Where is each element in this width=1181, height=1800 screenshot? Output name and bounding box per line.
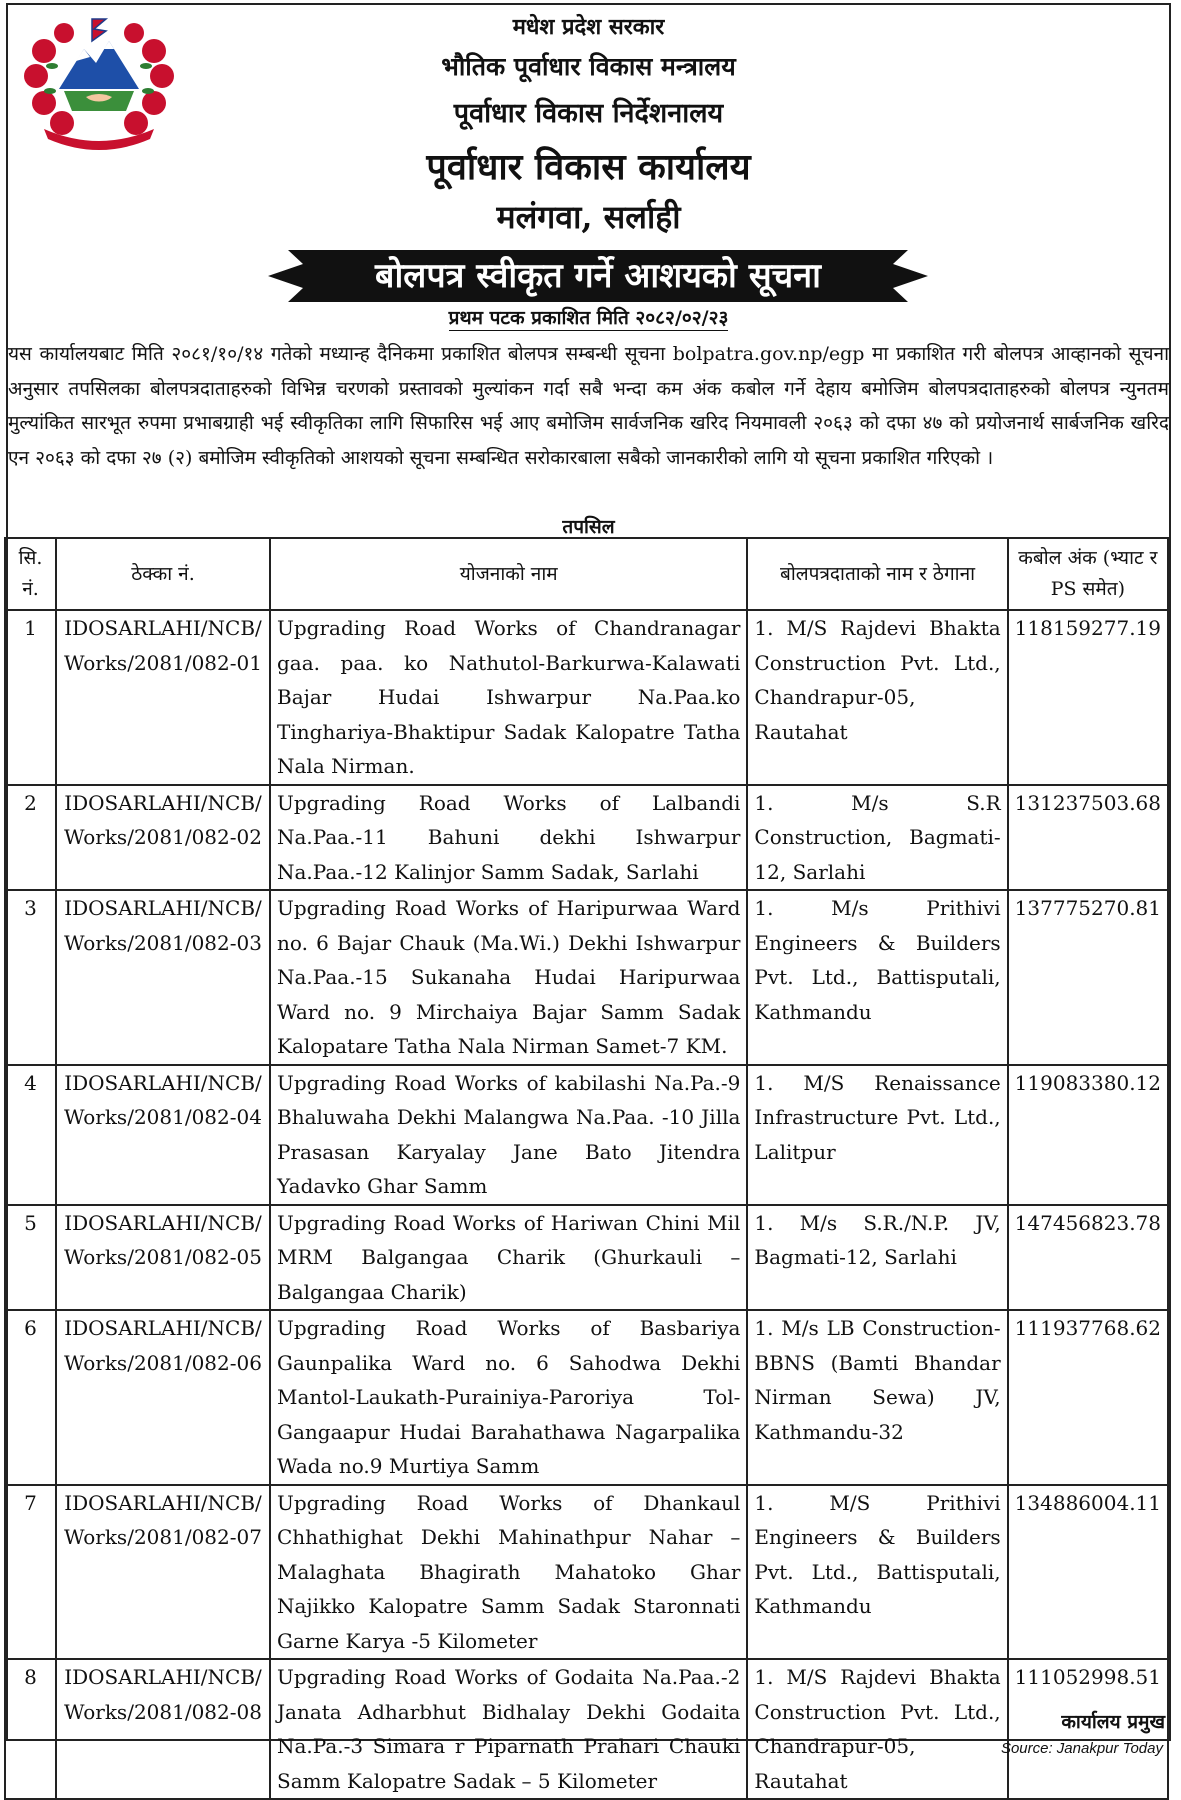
- cell-project-name: Upgrading Road Works of kabilashi Na.Pa.-9 Bhaluwaha Dekhi Malangwa Na.Paa. -10 Jilla Prasasan Karyalay Jane Bato Jitendra Yadavko Ghar Samm: [270, 1065, 747, 1205]
- notice-title: बोलपत्र स्वीकृत गर्ने आशयको सूचना: [375, 256, 821, 296]
- office-location: मलंगवा, सर्लाही: [496, 198, 681, 236]
- govt-name: मधेश प्रदेश सरकार: [512, 14, 665, 40]
- header-contract-no: ठेक्का नं.: [56, 538, 270, 610]
- cell-sn: 2: [5, 785, 56, 891]
- table-row: [5, 890, 1168, 1065]
- table-row: [5, 1310, 1168, 1485]
- cell-bidder: 1. M/S Rajdevi Bhakta Construction Pvt. Ltd., Chandrapur-05, Rautahat: [747, 1659, 1007, 1799]
- header-amount: कबोल अंक (भ्याट र PS समेत): [1008, 538, 1168, 610]
- cell-bidder: 1. M/S Prithivi Engineers & Builders Pvt. Ltd., Battisputali, Kathmandu: [747, 1485, 1007, 1660]
- cell-sn: 5: [5, 1205, 56, 1311]
- cell-contract-no: IDOSARLAHI/NCB/ Works/2081/082-07: [56, 1485, 270, 1660]
- cell-bidder: 1. M/s LB Construction-BBNS (Bamti Bhandar Nirman Sewa) JV, Kathmandu-32: [747, 1310, 1007, 1485]
- cell-sn: 1: [5, 610, 56, 785]
- cell-amount: 131237503.68: [1008, 785, 1168, 891]
- cell-sn: 6: [5, 1310, 56, 1485]
- cell-amount: 118159277.19: [1008, 610, 1168, 785]
- published-date-line: [8, 304, 1169, 330]
- cell-project-name: Upgrading Road Works of Chandranagar gaa. paa. ko Nathutol-Barkurwa-Kalawati Bajar Hudai Ishwarpur Na.Paa.ko Tinghariya-Bhaktipur Sadak Kalopatre Tatha Nala Nirman.: [270, 610, 747, 785]
- cell-sn: 7: [5, 1485, 56, 1660]
- cell-amount: 134886004.11: [1008, 1485, 1168, 1660]
- table-row: [5, 1205, 1168, 1311]
- cell-contract-no: IDOSARLAHI/NCB/ Works/2081/082-04: [56, 1065, 270, 1205]
- cell-amount: 111937768.62: [1008, 1310, 1168, 1485]
- source-credit: Source: Janakpur Today: [1000, 1740, 1163, 1757]
- cell-contract-no: IDOSARLAHI/NCB/ Works/2081/082-03: [56, 890, 270, 1065]
- notice-title-banner: [268, 250, 928, 302]
- cell-sn: 8: [5, 1659, 56, 1799]
- cell-amount: 119083380.12: [1008, 1065, 1168, 1205]
- table-row: [5, 610, 1168, 785]
- cell-project-name: Upgrading Road Works of Hariwan Chini Mil MRM Balgangaa Charik (Ghurkauli – Balgangaa Charik): [270, 1205, 747, 1311]
- cell-sn: 3: [5, 890, 56, 1065]
- cell-amount: 111052998.51: [1008, 1659, 1168, 1799]
- table-header-row: [5, 538, 1168, 610]
- cell-contract-no: IDOSARLAHI/NCB/ Works/2081/082-02: [56, 785, 270, 891]
- cell-contract-no: IDOSARLAHI/NCB/ Works/2081/082-05: [56, 1205, 270, 1311]
- published-date: प्रथम पटक प्रकाशित मिति २०८२/०२/२३: [448, 307, 729, 329]
- directorate-name: पूर्वाधार विकास निर्देशनालय: [453, 98, 724, 129]
- header-sn: सि. नं.: [5, 538, 56, 610]
- cell-contract-no: IDOSARLAHI/NCB/ Works/2081/082-06: [56, 1310, 270, 1485]
- cell-project-name: Upgrading Road Works of Dhankaul Chhathighat Dekhi Mahinathpur Nahar –Malaghata Bhagirath Mahatoko Ghar Najikko Kalopatre Samm Sadak Staronnati Garne Karya -5 Kilometer: [270, 1485, 747, 1660]
- cell-bidder: 1. M/s S.R Construction, Bagmati-12, Sarlahi: [747, 785, 1007, 891]
- cell-project-name: Upgrading Road Works of Basbariya Gaunpalika Ward no. 6 Sahodwa Dekhi Mantol-Laukath-Purainiya-Paroriya Tol-Gangaapur Hudai Barahathawa Nagarpalika Wada no.9 Murtiya Samm: [270, 1310, 747, 1485]
- cell-bidder: 1. M/S Rajdevi Bhakta Construction Pvt. Ltd., Chandrapur-05, Rautahat: [747, 610, 1007, 785]
- ministry-name: भौतिक पूर्वाधार विकास मन्त्रालय: [441, 52, 736, 81]
- cell-project-name: Upgrading Road Works of Lalbandi Na.Paa.-11 Bahuni dekhi Ishwarpur Na.Paa.-12 Kalinjor Samm Sadak, Sarlahi: [270, 785, 747, 891]
- table-row: [5, 1065, 1168, 1205]
- cell-project-name: Upgrading Road Works of Godaita Na.Paa.-2 Janata Adharbhut Bidhalay Dekhi Godaita Na.Pa.-3 Simara r Piparnath Prahari Chauki Samm Kalopatre Sadak – 5 Kilometer: [270, 1659, 747, 1799]
- contract-table: [4, 537, 1169, 1800]
- cell-contract-no: IDOSARLAHI/NCB/ Works/2081/082-08: [56, 1659, 270, 1799]
- office-name: पूर्वाधार विकास कार्यालय: [426, 146, 751, 188]
- cell-bidder: 1. M/s Prithivi Engineers & Builders Pvt. Ltd., Battisputali, Kathmandu: [747, 890, 1007, 1065]
- cell-amount: 147456823.78: [1008, 1205, 1168, 1311]
- schedule-heading: [8, 513, 1169, 539]
- office-chief-signature: कार्यालय प्रमुख: [1061, 1711, 1165, 1733]
- table-row: [5, 785, 1168, 891]
- cell-bidder: 1. M/S Renaissance Infrastructure Pvt. Ltd., Lalitpur: [747, 1065, 1007, 1205]
- header-project-name: योजनाको नाम: [270, 538, 747, 610]
- table-row: [5, 1485, 1168, 1660]
- cell-project-name: Upgrading Road Works of Haripurwaa Ward no. 6 Bajar Chauk (Ma.Wi.) Dekhi Ishwarpur Na.Paa.-15 Sukanaha Hudai Haripurwaa Ward no. 9 Mirchaiya Bajar Samm Sadak Kalopatare Tatha Nala Nirman Samet-7 KM.: [270, 890, 747, 1065]
- table-row: [5, 1659, 1168, 1799]
- cell-amount: 137775270.81: [1008, 890, 1168, 1065]
- cell-contract-no: IDOSARLAHI/NCB/ Works/2081/082-01: [56, 610, 270, 785]
- notice-body: यस कार्यालयबाट मिति २०८१/१०/१४ गतेको मध्यान्ह दैनिकमा प्रकाशित बोलपत्र सम्बन्धी सूचना bolpatra.gov.np/egp मा प्रकाशित गरी बोलपत्र आव्हानको सूचना अनुसार तपसिलका बोलपत्रदाताहरुको विभिन्न चरणको प्रस्तावको मुल्यांकन गर्दा सबै भन्दा कम अंक कबोल गर्ने देहाय बमोजिम बोलपत्रदाताहरुको बोलपत्र न्युनतम मुल्यांकित सारभूत रुपमा प्रभाबग्राही भई स्वीकृतिका लागि सिफारिस भई आए बमोजिम सार्वजनिक खरिद नियमावली २०६३ को दफा ४७ को प्रयोजनार्थ सार्बजनिक खरिद एन २०६३ को दफा २७ (२) बमोजिम स्वीकृतिको आशयको सूचना सम्बन्धित सरोकारबाला सबैको जानकारीको लागि यो सूचना प्रकाशित गरिएको ।: [8, 343, 1169, 469]
- header-bidder: बोलपत्रदाताको नाम र ठेगाना: [747, 538, 1007, 610]
- cell-sn: 4: [5, 1065, 56, 1205]
- schedule-label: तपसिल: [562, 516, 615, 538]
- cell-bidder: 1. M/s S.R./N.P. JV, Bagmati-12, Sarlahi: [747, 1205, 1007, 1311]
